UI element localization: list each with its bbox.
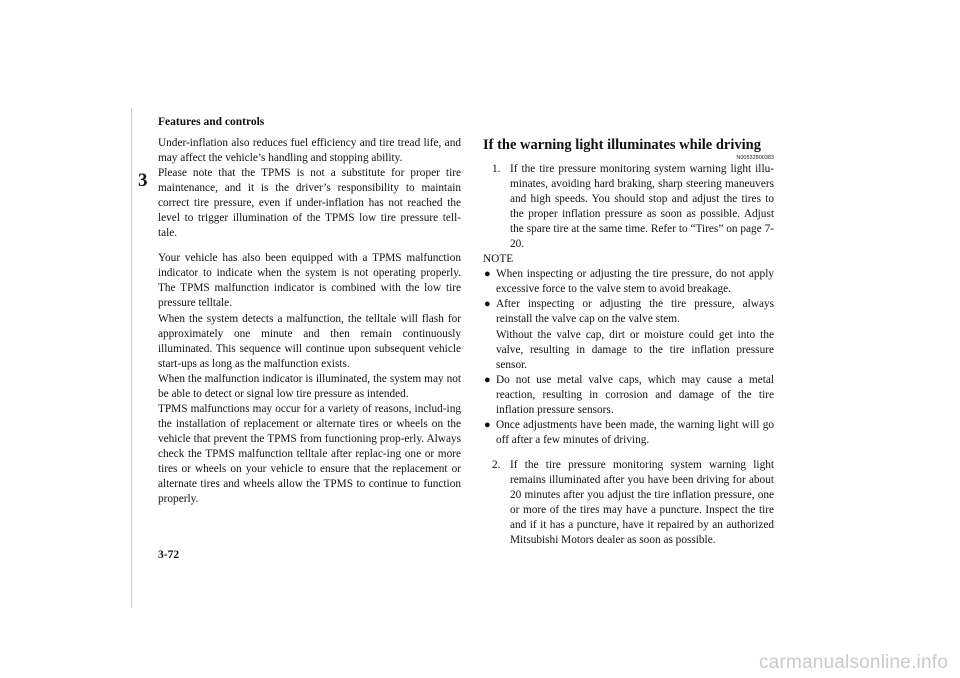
bullet-icon: ● [484,373,491,386]
step-1 [483,162,774,252]
note-item [483,267,774,297]
paragraph-malfunction-causes: TPMS malfunctions may occur for a variety of reasons, includ-ing the installation of replacement or alternate tires or wheels on the vehicle that prevent the TPMS from functioning prop-erly. Always check the TPMS malfunction telltale after replac-ing one or more tires or wheels on your vehicle to ensure that the replacement or alternate tires and wheels allow the TPMS to continue to function properly. [158,402,461,506]
bullet-icon: ● [484,268,491,281]
chapter-tab: 3 [138,170,148,191]
section-heading: If the warning light illuminates while driving [483,137,761,153]
note-label: NOTE [483,253,514,266]
reference-code: N00532800383 [736,155,774,161]
note-extra-text: Without the valve cap, dirt or moisture could get into the valve, resulting in damage to the tire inflation pressure sensor. [496,328,774,371]
paragraph-malfunction-flash: When the system detects a malfunction, the telltale will flash for approximately one minute and then remain continuously illuminated. This sequence will continue upon subsequent vehicle start-ups as long as the malfunction exists. [158,312,461,370]
paragraph-malfunction-indicator: Your vehicle has also been equipped with a TPMS malfunction indicator to indicate when the system is not operating properly. The TPMS malfunction indicator is combined with the low tire pressure telltale. [158,252,461,310]
bullet-icon: ● [484,298,491,311]
paragraph-underinflation: Under-inflation also reduces fuel efficiency and tire tread life, and may affect the vehicle’s handling and stopping ability. [158,137,461,165]
step-text: If the tire pressure monitoring system warning light illu-minates, avoiding hard braking, sharp steering maneuvers and high speeds. You should stop and adjust the tires to the proper inflation pressure as soon as possible. Adjust the spare tire at the same time. Refer to “Tires” on page 7-20. [510,163,774,251]
right-column [483,136,774,548]
note-item [483,373,774,418]
left-column [158,136,461,507]
step-2 [483,458,774,548]
step-number: 2. [492,458,501,471]
note-text: Once adjustments have been made, the warning light will go off after a few minutes of driving. [496,418,774,446]
step-text: If the tire pressure monitoring system warning light remains illuminated after you have been driving for about 20 minutes after you adjust the tire inflation pressure, one or more of the tires may have a puncture. Inspect the tire and if it has a puncture, have it repaired by an authorized Mitsubishi Motors dealer as soon as possible. [510,458,774,547]
note-item [483,418,774,448]
step-number: 1. [492,163,501,175]
chapter-margin-rule [131,108,132,608]
bullet-icon: ● [484,418,491,431]
note-item [483,297,774,372]
page-number: 3-72 [158,549,180,561]
paragraph-tpms-not-substitute: Please note that the TPMS is not a substitute for proper tire maintenance, and it is the driver’s responsibility to maintain correct tire pressure, even if under-inflation has not reached the level to trigger illumination of the TPMS low tire pressure tell-tale. [158,167,461,240]
paragraph-malfunction-illuminated: When the malfunction indicator is illuminated, the system may not be able to detect or signal low tire pressure as intended. [158,372,461,400]
section-header: Features and controls [158,116,265,128]
watermark: carmanualsonline.info [758,652,948,673]
note-text: After inspecting or adjusting the tire pressure, always reinstall the valve cap on the valve stem. [496,298,774,326]
note-text: When inspecting or adjusting the tire pressure, do not apply excessive force to the valve stem to avoid breakage. [496,268,774,296]
note-text: Do not use metal valve caps, which may cause a metal reaction, resulting in corrosion and damage of the tire inflation pressure sensors. [496,373,774,416]
